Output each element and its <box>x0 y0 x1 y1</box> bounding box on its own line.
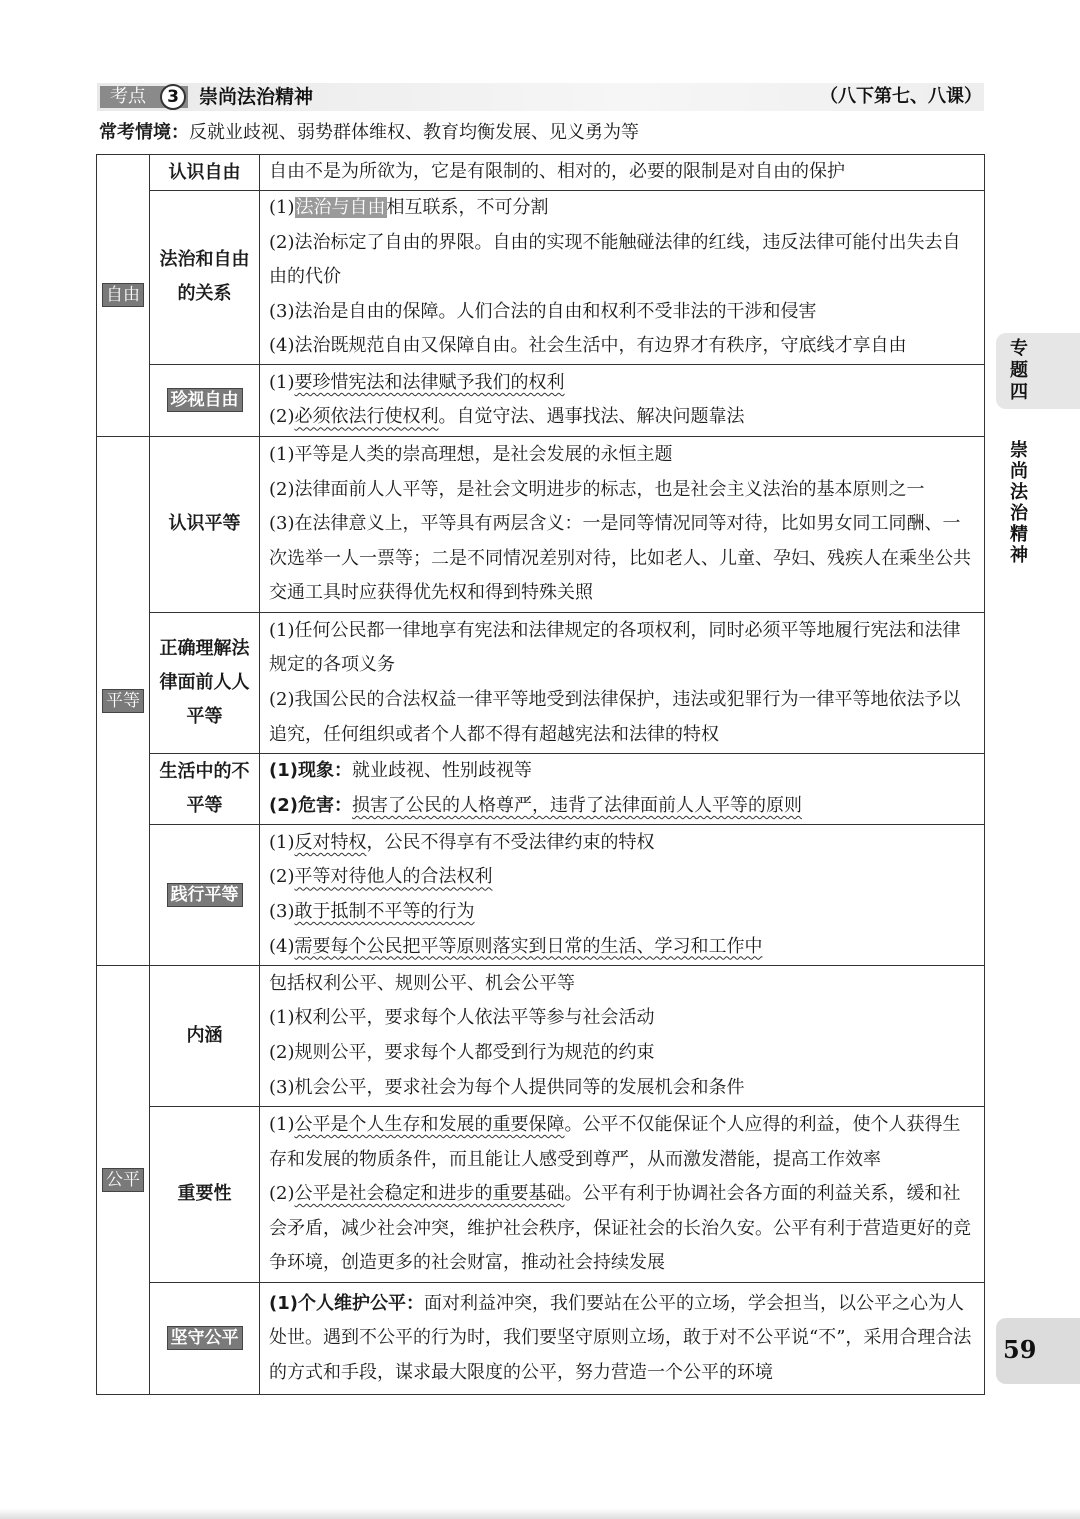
page-number: 59 <box>1003 1335 1037 1364</box>
category-fairness: 公平 <box>97 965 150 1394</box>
table-row <box>97 364 985 436</box>
content-cell: (1)现象：就业歧视、性别歧视等 (2)危害：损害了公民的人格尊严，违背了法律面前人人平等的原则 <box>260 753 985 824</box>
content-cell: 自由不是为所欲为，它是有限制的、相对的，必要的限制是对自由的保护 <box>260 155 985 191</box>
content-cell: (1)反对特权，公民不得享有不受法律约束的特权 (2)平等对待他人的合法权利 (3)敢于抵制不平等的行为 (4)需要每个公民把平等原则落实到日常的生活、学习和工作中 <box>260 824 985 965</box>
scenario-label: 常考情境： <box>99 122 189 143</box>
content-cell: (1)要珍惜宪法和法律赋予我们的权利 (2)必须依法行使权利。自觉守法、遇事找法、解决问题靠法 <box>260 364 985 436</box>
subtopic-cell: 生活中的不平等 <box>150 753 260 824</box>
content-cell: (1)公平是个人生存和发展的重要保障。公平不仅能保证个人应得的利益，使个人获得生存和发展的物质条件，而且能让人感受到尊严，从而激发潜能，提高工作效率 (2)公平是社会稳定和进步的重要基础。公平有利于协调社会各方面的利益关系，缓和社会矛盾，减少社会冲突，维护社会秩序，保证社会的长治久安。公平有利于营造更好的竞争环境，创造更多的社会财富，推动社会持续发展 <box>260 1106 985 1282</box>
category-freedom: 自由 <box>97 155 150 437</box>
table-row <box>97 824 985 965</box>
content-cell: (1)任何公民都一律地享有宪法和法律规定的各项权利，同时必须平等地履行宪法和法律规定的各项义务 (2)我国公民的合法权益一律平等地受到法律保护，违法或犯罪行为一律平等地依法予以追究，任何组织或者个人都不得有超越宪法和法律的特权 <box>260 612 985 753</box>
subtopic-cell: 认识自由 <box>150 155 260 191</box>
subtopic-cell: 坚守公平 <box>150 1282 260 1394</box>
page-bottom-edge <box>0 1508 1080 1519</box>
table-row <box>97 753 985 824</box>
subtopic-cell: 正确理解法律面前人人平等 <box>150 612 260 753</box>
table-row <box>97 436 985 612</box>
topic-side-title: 崇尚法治精神 <box>1010 440 1028 566</box>
subtopic-cell: 法治和自由的关系 <box>150 191 260 365</box>
table-row <box>97 155 985 191</box>
subtopic-cell: 认识平等 <box>150 436 260 612</box>
lesson-reference: （八下第七、八课） <box>820 86 982 107</box>
subtopic-cell: 重要性 <box>150 1106 260 1282</box>
table-row <box>97 965 985 1106</box>
topic-side-tab <box>996 333 1080 409</box>
content-cell: 包括权利公平、规则公平、机会公平等 (1)权利公平，要求每个人依法平等参与社会活动 (2)规则公平，要求每个人都受到行为规范的约束 (3)机会公平，要求社会为每个人提供同等的发展机会和条件 <box>260 965 985 1106</box>
content-cell: (1)个人维护公平：面对利益冲突，我们要站在公平的立场，学会担当，以公平之心为人处世。遇到不公平的行为时，我们要坚守原则立场，敢于对不公平说“不”，采用合理合法的方式和手段，谋求最大限度的公平，努力营造一个公平的环境 <box>260 1282 985 1394</box>
kaodian-label: 考点 <box>100 86 188 108</box>
knowledge-table <box>96 154 985 1395</box>
category-equality: 平等 <box>97 436 150 965</box>
subtopic-cell: 内涵 <box>150 965 260 1106</box>
kaodian-number: 3 <box>160 84 186 110</box>
table-row <box>97 1282 985 1394</box>
section-title: 崇尚法治精神 <box>199 86 314 108</box>
table-row <box>97 191 985 365</box>
scenario-text: 反就业歧视、弱势群体维权、教育均衡发展、见义勇为等 <box>189 122 639 143</box>
table-row <box>97 1106 985 1282</box>
content-cell: (1)平等是人类的崇高理想，是社会发展的永恒主题 (2)法律面前人人平等，是社会文明进步的标志，也是社会主义法治的基本原则之一 (3)在法律意义上，平等具有两层含义：一是同等情况同等对待，比如男女同工同酬、一次选举一人一票等；二是不同情况差别对待，比如老人、儿童、孕妇、残疾人在乘坐公共交通工具时应获得优先权和得到特殊关照 <box>260 436 985 612</box>
subtopic-cell: 践行平等 <box>150 824 260 965</box>
table-row <box>97 612 985 753</box>
topic-tab-label: 专题四 <box>1010 338 1028 403</box>
subtopic-cell: 珍视自由 <box>150 364 260 436</box>
highlighted-term: 法治与自由 <box>295 197 386 218</box>
content-cell: (1)法治与自由相互联系，不可分割 (2)法治标定了自由的界限。自由的实现不能触碰法律的红线，违反法律可能付出失去自由的代价 (3)法治是自由的保障。人们合法的自由和权利不受非法的干涉和侵害 (4)法治既规范自由又保障自由。社会生活中，有边界才有秩序，守底线才享自由 <box>260 191 985 365</box>
common-scenarios <box>99 121 639 145</box>
